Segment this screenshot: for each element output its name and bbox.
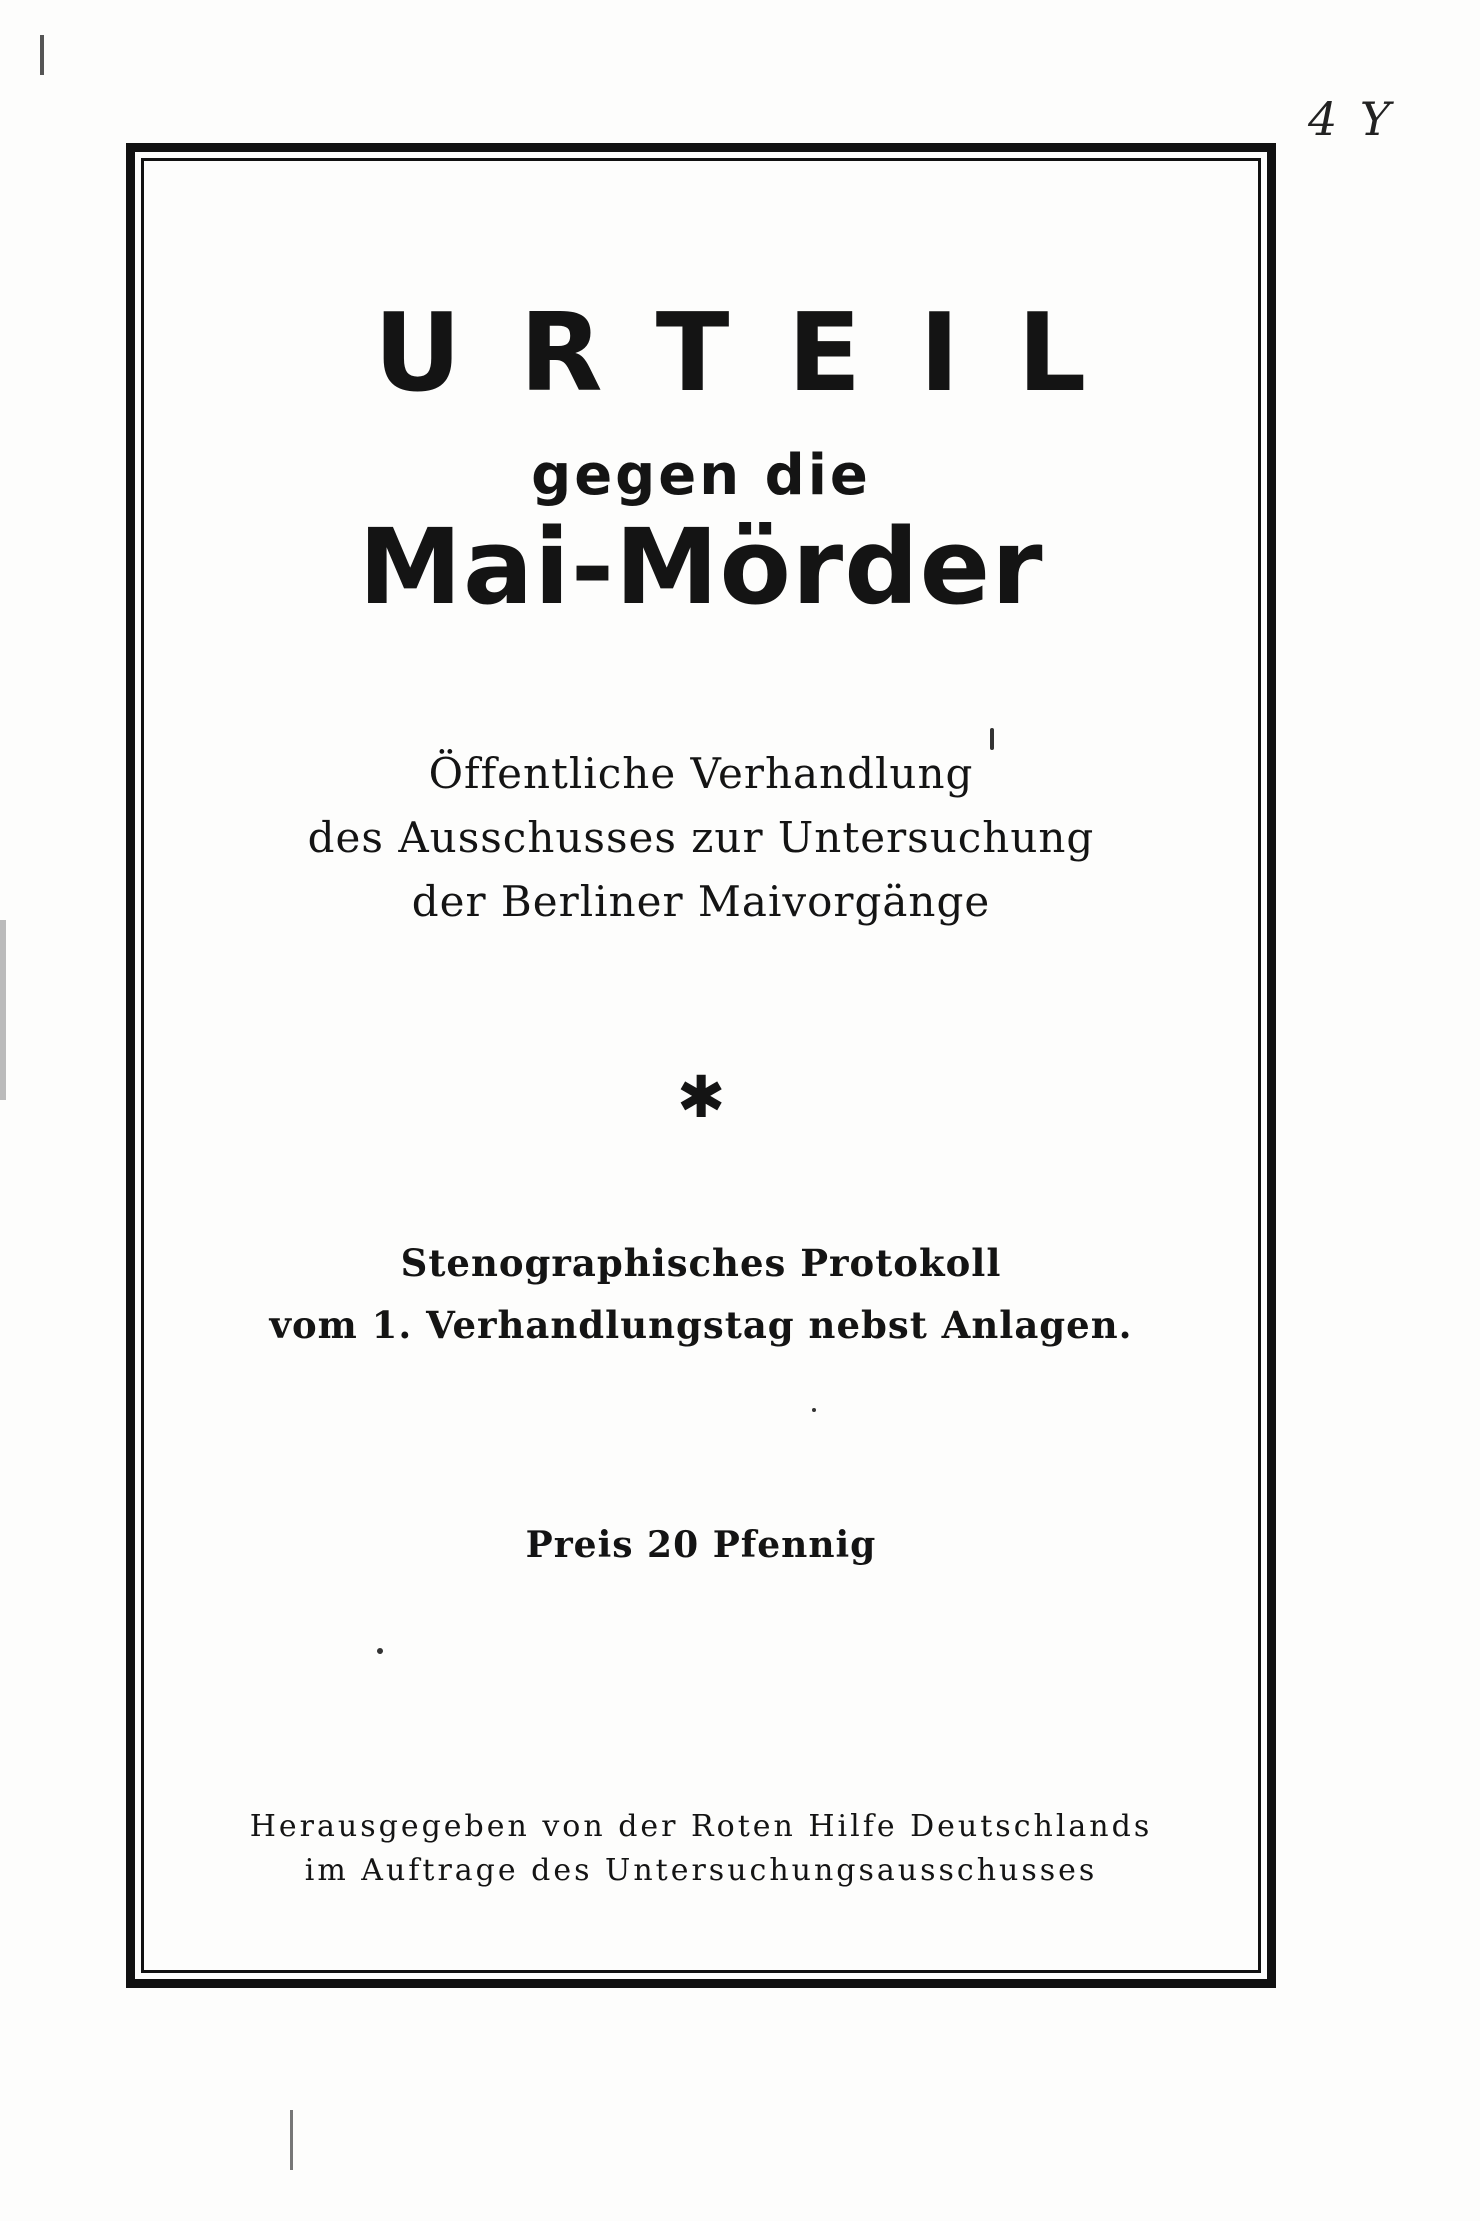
scan-artifact (290, 2110, 293, 2170)
protocol-line: vom 1. Verhandlungstag nebst Anlagen. (269, 1303, 1133, 1347)
scan-artifact (40, 35, 44, 75)
scan-speck (377, 1648, 383, 1654)
subtitle-line: der Berliner Maivorgänge (411, 877, 991, 926)
price-label: Preis 20 Pfennig (525, 1524, 877, 1566)
title-mai-moerder: Mai-Mörder (358, 506, 1044, 628)
subtitle-line: Öffentliche Verhandlung (428, 749, 974, 798)
margin-note: 4 Y (1308, 92, 1395, 146)
protocol-line: Stenographisches Protokoll (400, 1241, 1002, 1285)
publisher-line: im Auftrage des Untersuchungsausschusses (304, 1853, 1098, 1888)
publisher-block (141, 1805, 1261, 1893)
subtitle-block (141, 742, 1261, 934)
asterisk-ornament-icon: ✱ (676, 1063, 726, 1131)
subtitle-line: des Ausschusses zur Untersuchung (307, 813, 1095, 862)
title-gegen-die: gegen die (531, 443, 871, 508)
protocol-block (141, 1232, 1261, 1356)
title-urteil: URTEIL (373, 291, 1145, 416)
scan-artifact (0, 920, 6, 1100)
publisher-line: Herausgegeben von der Roten Hilfe Deutschlands (249, 1809, 1153, 1844)
scan-speck (812, 1408, 816, 1412)
scan-speck (990, 728, 994, 750)
